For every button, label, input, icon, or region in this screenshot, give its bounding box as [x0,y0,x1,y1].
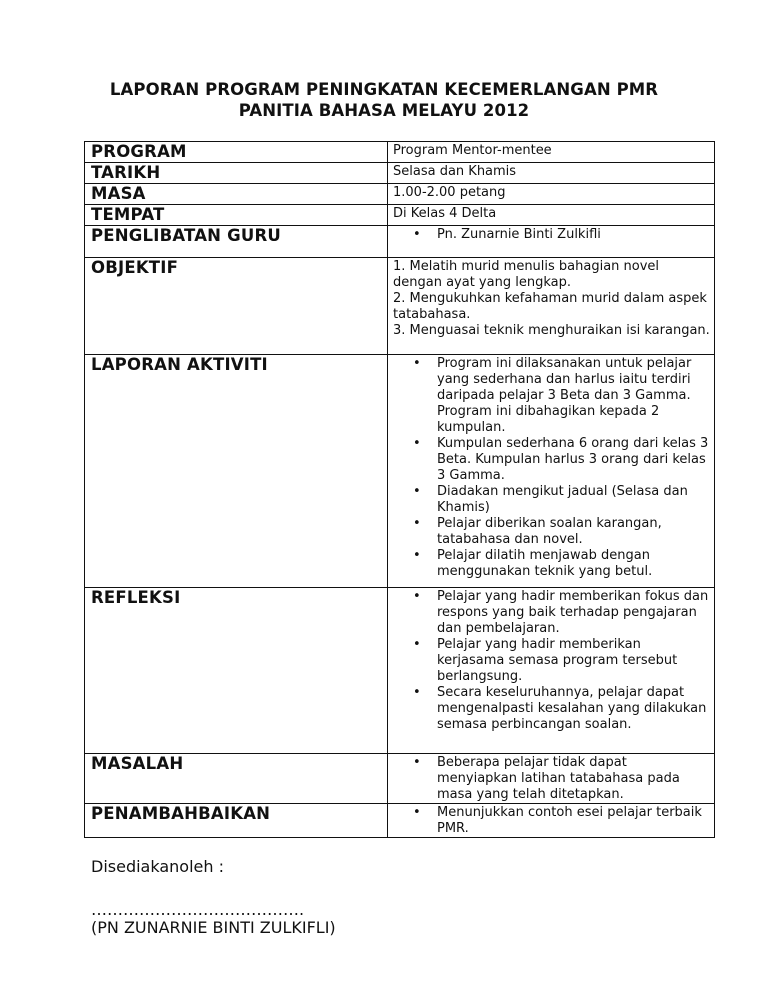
signatory-name: (PN ZUNARNIE BINTI ZULKIFLI) [91,918,336,937]
report-table [84,141,715,838]
bullet-list [393,356,710,580]
row-label: TEMPAT [85,205,388,226]
bullet-list [393,805,710,837]
row-label: REFLEKSI [85,588,388,754]
list-item: • Kumpulan sederhana 6 orang dari kelas 3 Beta. Kumpulan harlus 3 orang dari kelas 3 Gamma. [437,436,710,484]
row-masa [85,184,715,205]
row-value: Program Mentor-mentee [388,142,715,163]
row-tarikh [85,163,715,184]
report-title-line-2: PANITIA BAHASA MELAYU 2012 [238,101,530,120]
row-value: Di Kelas 4 Delta [388,205,715,226]
list-item: • Program ini dilaksanakan untuk pelajar yang sederhana dan harlus iaitu terdiri daripada pelajar 3 Beta dan 3 Gamma. Program ini dibahagikan kepada 2 kumpulan. [437,356,710,436]
bullet-list [393,589,710,733]
bullet-list [393,227,710,243]
list-item: • Pelajar diberikan soalan karangan, tatabahasa dan novel. [437,516,710,548]
row-penglibatan-guru [85,226,715,258]
row-label: PENGLIBATAN GURU [85,226,388,258]
row-tempat [85,205,715,226]
list-item: • Pelajar dilatih menjawab dengan menggunakan teknik yang betul. [437,548,710,580]
row-label: PROGRAM [85,142,388,163]
list-item: • Beberapa pelajar tidak dapat menyiapkan latihan tatabahasa pada masa yang telah ditetapkan. [437,755,710,803]
row-value [388,226,715,258]
row-value [388,355,715,588]
row-label: MASA [85,184,388,205]
bullet-list [393,755,710,803]
row-label: LAPORAN AKTIVITI [85,355,388,588]
row-refleksi [85,588,715,754]
row-label: TARIKH [85,163,388,184]
list-item: • Pelajar yang hadir memberikan kerjasama semasa program tersebut berlangsung. [437,637,710,685]
row-value [388,804,715,838]
row-program [85,142,715,163]
list-item: • Pelajar yang hadir memberikan fokus dan respons yang baik terhadap pengajaran dan pembelajaran. [437,589,710,637]
objective-line: 2. Mengukuhkan kefahaman murid dalam aspek tatabahasa. [393,291,707,322]
row-objektif [85,258,715,355]
report-title-line-1: LAPORAN PROGRAM PENINGKATAN KECEMERLANGAN PMR [109,80,659,99]
row-value [388,754,715,804]
list-item: • Pn. Zunarnie Binti Zulkifli [437,227,710,243]
row-value [388,588,715,754]
row-value: 1.00-2.00 petang [388,184,715,205]
report-title [0,79,768,121]
signature-line: …………………………………. [91,900,305,919]
list-item: • Menunjukkan contoh esei pelajar terbaik PMR. [437,805,710,837]
list-item: • Diadakan mengikut jadual (Selasa dan Khamis) [437,484,710,516]
row-masalah [85,754,715,804]
row-penambahbaikan [85,804,715,838]
row-laporan-aktiviti [85,355,715,588]
row-value [388,258,715,355]
prepared-by-label: Disediakanoleh : [91,857,224,876]
list-item: • Secara keseluruhannya, pelajar dapat mengenalpasti kesalahan yang dilakukan semasa perbincangan soalan. [437,685,710,733]
row-value: Selasa dan Khamis [388,163,715,184]
row-label: PENAMBAHBAIKAN [85,804,388,838]
objective-line: 1. Melatih murid menulis bahagian novel dengan ayat yang lengkap. [393,259,660,290]
row-label: OBJEKTIF [85,258,388,355]
row-label: MASALAH [85,754,388,804]
objective-line: 3. Menguasai teknik menghuraikan isi karangan. [393,323,710,338]
